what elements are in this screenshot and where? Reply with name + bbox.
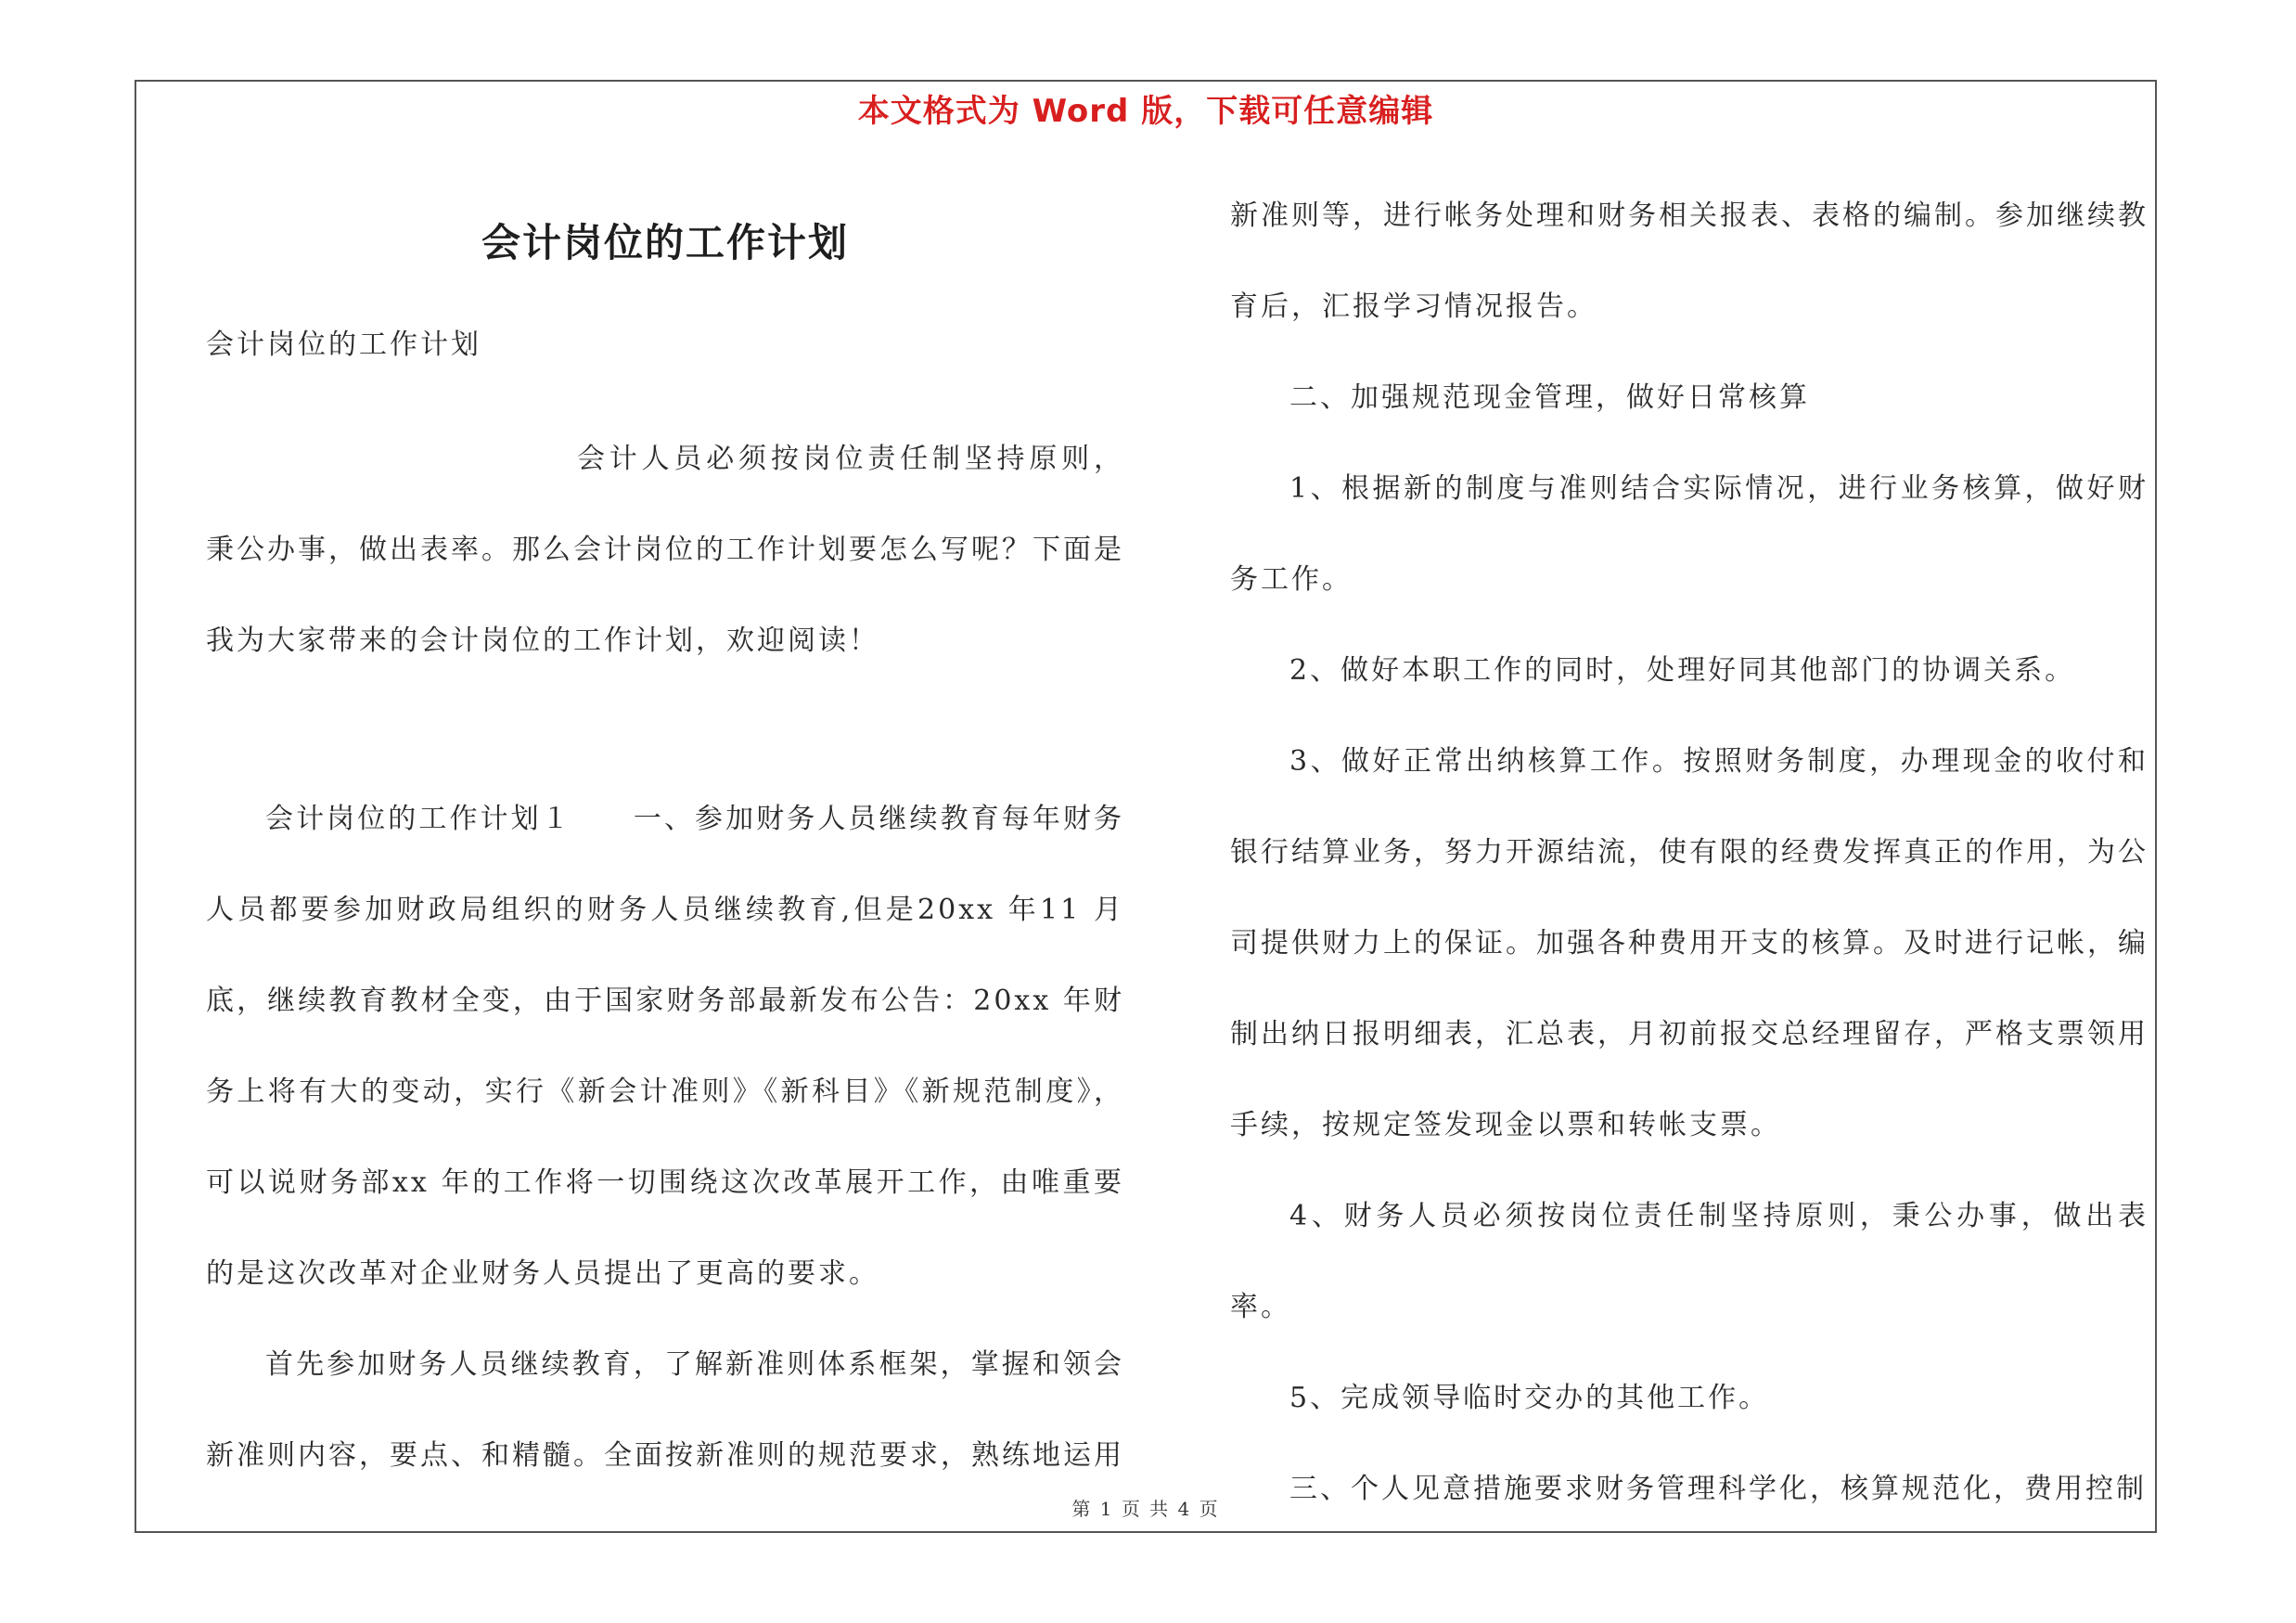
subtitle: 会计岗位的工作计划 — [206, 328, 481, 361]
list-item-2: 2、做好本职工作的同时，处理好同其他部门的协调关系。 — [1289, 654, 2076, 687]
right-column — [1230, 171, 2148, 1535]
list-item-1: 1、根据新的制度与准则结合实际情况，进行业务核算，做好财务工作。 — [1230, 472, 2148, 596]
page-footer: 第 1 页 共 4 页 — [1071, 1498, 1220, 1520]
plan-paragraph-2: 首先参加财务人员继续教育，了解新准则体系框架，掌握和领会新准则内容，要点、和精髓。全面按新准则的规范要求，熟练地运用 — [206, 1348, 1124, 1472]
section-heading-3: 三、个人见意措施要求财务管理科学化，核算规范化，费用控制 — [1289, 1473, 2147, 1505]
plan-paragraph-1: 会计岗位的工作计划１ 一、参加财务人员继续教育每年财务人员都要参加财政局组织的财务人员继续教育,但是20xx 年11 月底，继续教育教材全变，由于国家财务部最新发布公告：20xx 年财务上将有大的变动，实行《新会计准则》《新科目》《新规范制度》，可以说财务部xx 年的工作将一切围绕这次改革展开工作，由唯重要的是这次改革对企业财务人员提出了更高的要求。 — [206, 803, 1124, 1290]
list-item-4: 4、财务人员必须按岗位责任制坚持原则，秉公办事，做出表率。 — [1230, 1200, 2148, 1323]
section-heading-2: 二、加强规范现金管理，做好日常核算 — [1289, 381, 1810, 414]
left-column — [206, 176, 1124, 1501]
continued-paragraph: 新准则等，进行帐务处理和财务相关报表、表格的编制。参加继续教育后，汇报学习情况报告。 — [1230, 200, 2148, 323]
intro-paragraph: 会计人员必须按岗位责任制坚持原则，秉公办事，做出表率。那么会计岗位的工作计划要怎么写呢？下面是我为大家带来的会计岗位的工作计划，欢迎阅读！ — [206, 443, 1124, 657]
list-item-5: 5、完成领导临时交办的其他工作。 — [1289, 1382, 1770, 1414]
edit-banner: 本文格式为 Word 版，下载可任意编辑 — [857, 93, 1434, 130]
list-item-3: 3、做好正常出纳核算工作。按照财务制度，办理现金的收付和银行结算业务，努力开源结流，使有限的经费发挥真正的作用，为公司提供财力上的保证。加强各种费用开支的核算。及时进行记帐，编制出纳日报明细表，汇总表，月初前报交总经理留存，严格支票领用手续，按规定签发现金以票和转帐支票。 — [1230, 745, 2148, 1141]
document-title: 会计岗位的工作计划 — [481, 220, 849, 265]
